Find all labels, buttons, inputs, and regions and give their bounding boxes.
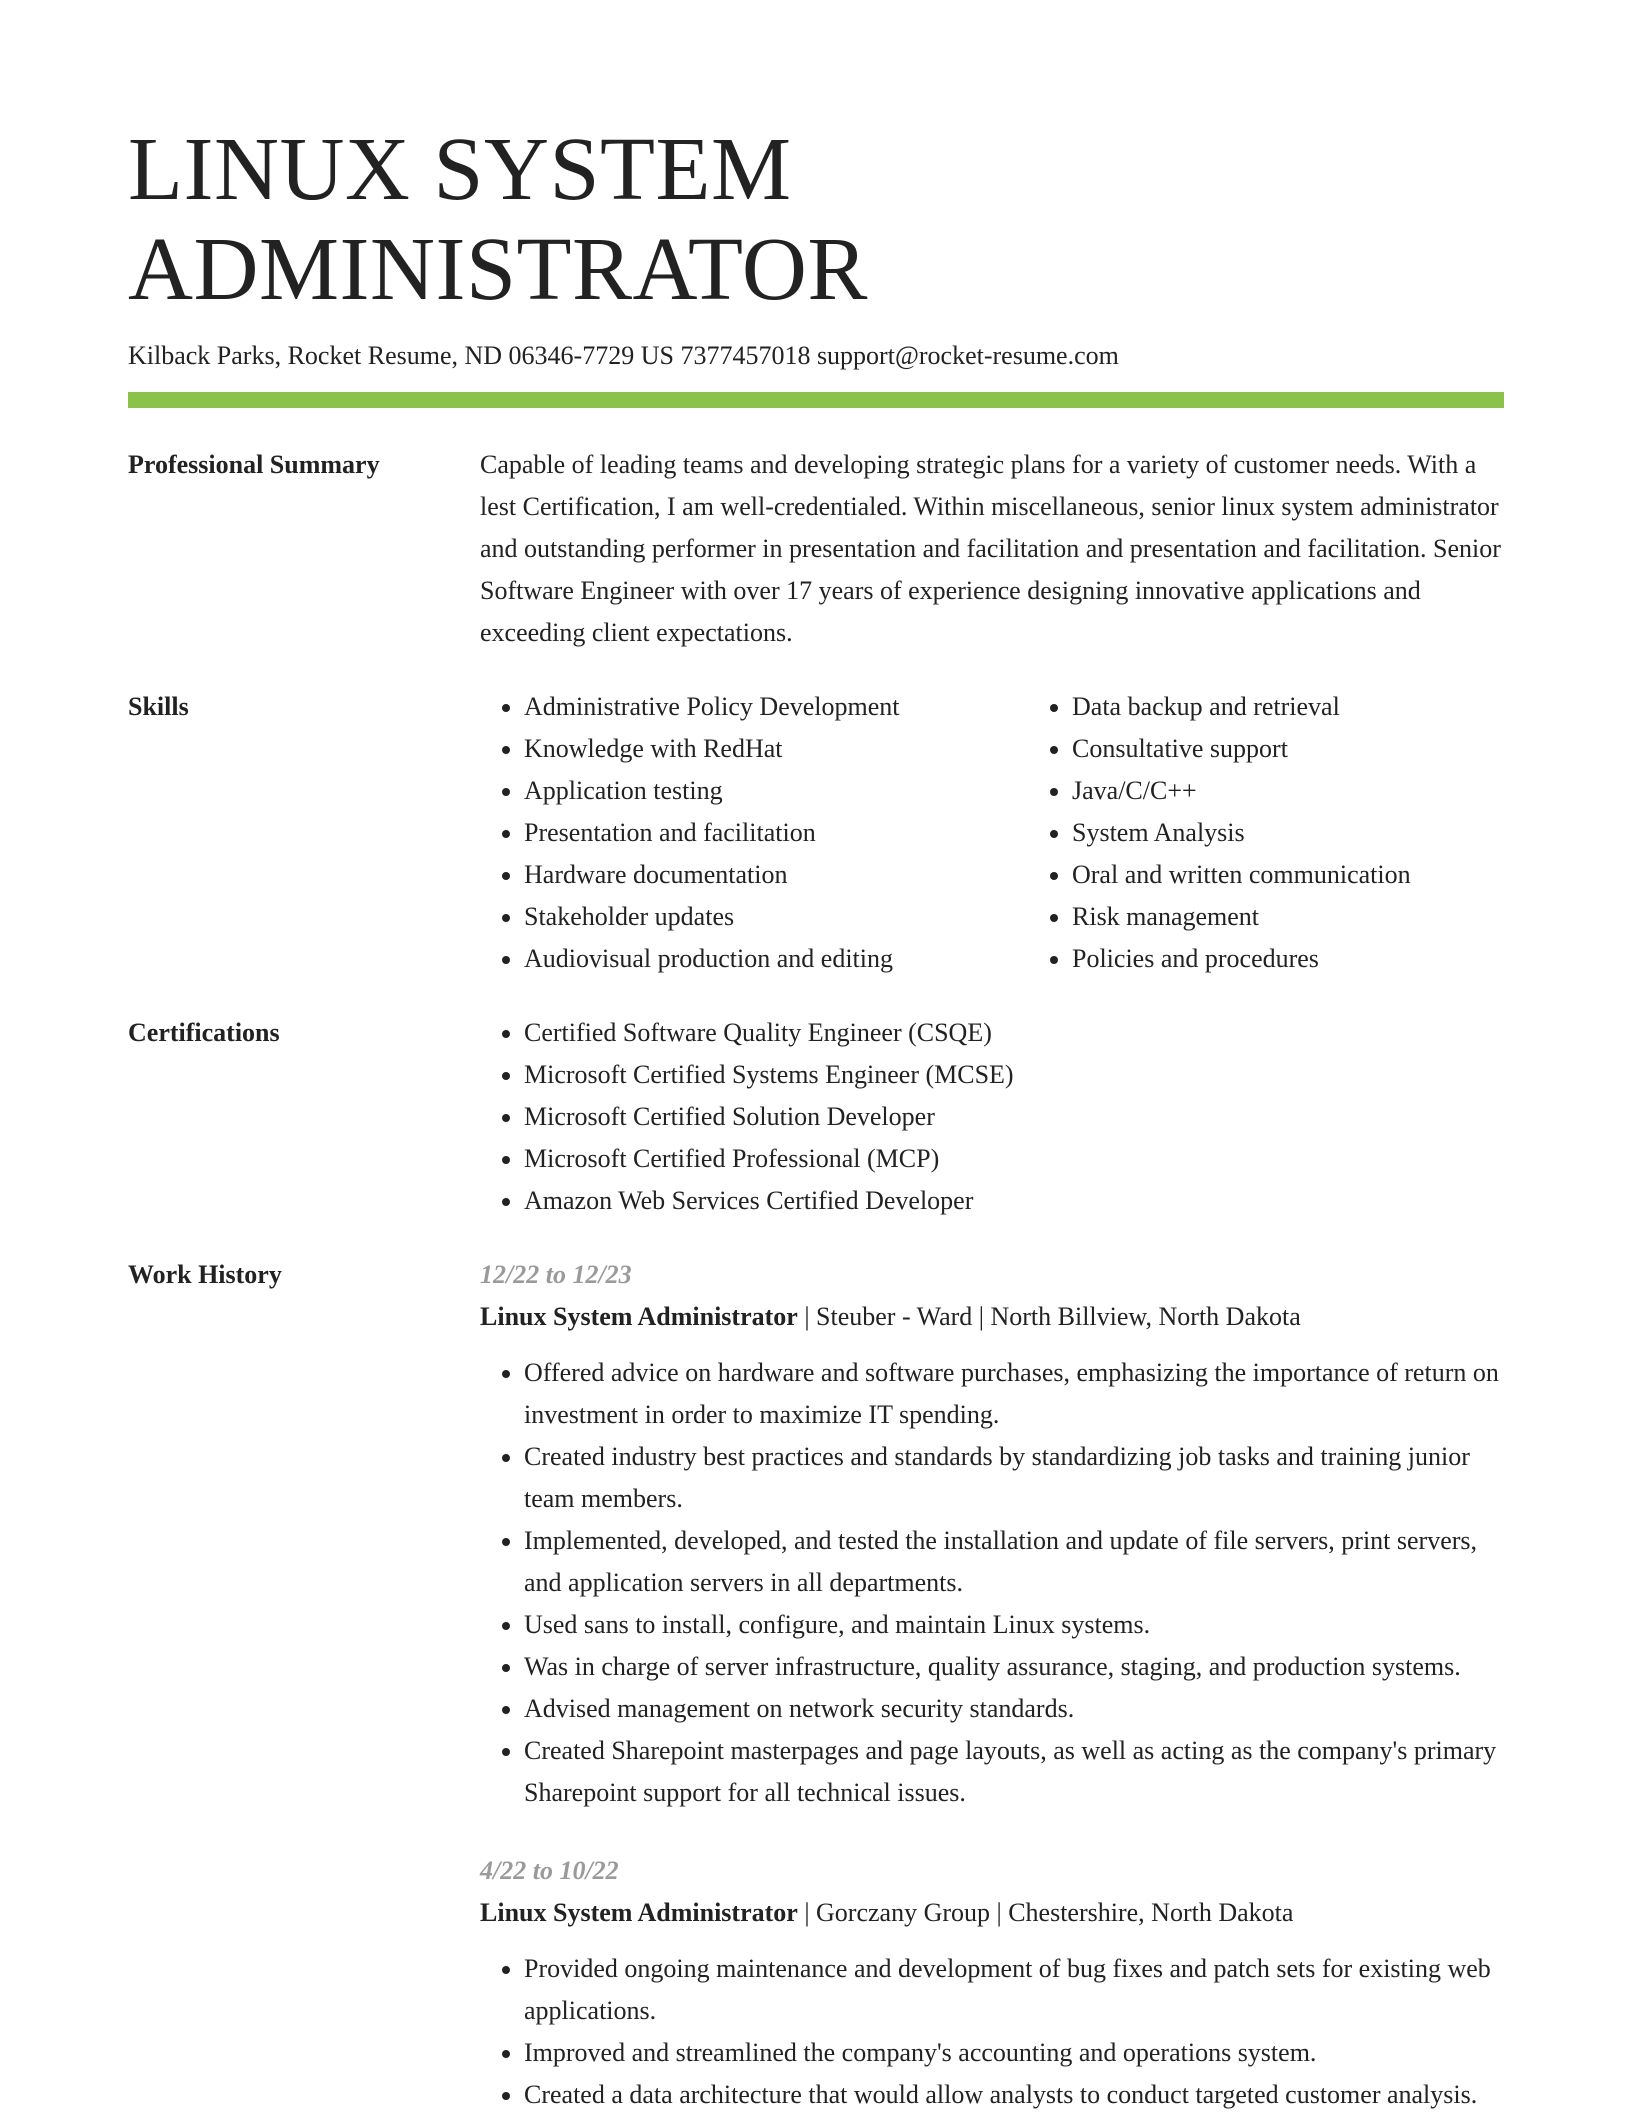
certifications-heading: Certifications: [128, 1018, 280, 1047]
job-details: | Steuber - Ward | North Billview, North Dakota: [797, 1302, 1301, 1331]
job-bullet: • Advised management on network security standards.: [524, 1688, 1504, 1730]
skills-column-2: [1028, 686, 1542, 980]
skill-item: • Audiovisual production and editing: [524, 938, 1028, 980]
job-bullet: • Provided ongoing maintenance and development of bug fixes and patch sets for existing web applications.: [524, 1948, 1504, 2032]
resume-page: [128, 120, 1504, 2116]
job-dates: 12/22 to 12/23: [480, 1260, 632, 1289]
job-bullet: • Was in charge of server infrastructure, quality assurance, staging, and production systems.: [524, 1646, 1504, 1688]
contact-address: Kilback Parks, Rocket Resume, ND 06346-7729 US: [128, 341, 674, 370]
summary-heading: Professional Summary: [128, 450, 380, 479]
certification-item: • Microsoft Certified Professional (MCP): [524, 1138, 1504, 1180]
contact-phone: 7377457018: [680, 341, 811, 370]
job-dates: 4/22 to 10/22: [480, 1856, 619, 1885]
skills-heading: Skills: [128, 692, 189, 721]
skills-list: [480, 686, 1542, 980]
skill-item: • Knowledge with RedHat: [524, 728, 1028, 770]
work-history-body: [480, 1254, 1504, 2116]
skill-item: • Data backup and retrieval: [1072, 686, 1542, 728]
certifications-body: [480, 1012, 1504, 1222]
contact-line: [128, 338, 1504, 374]
skill-item: • Application testing: [524, 770, 1028, 812]
job-bullets: [480, 1948, 1504, 2116]
certification-item: • Microsoft Certified Solution Developer: [524, 1096, 1504, 1138]
skill-item: • Risk management: [1072, 896, 1542, 938]
job-bullet: • Created Sharepoint masterpages and page layouts, as well as acting as the company's primary Sharepoint support for all technical issues.: [524, 1730, 1504, 1814]
job-title: Linux System Administrator: [480, 1302, 798, 1331]
header-divider: [128, 392, 1504, 408]
work-history-heading: Work History: [128, 1260, 282, 1289]
summary-section: [128, 444, 1504, 654]
skill-item: • Oral and written communication: [1072, 854, 1542, 896]
skill-item: • Hardware documentation: [524, 854, 1028, 896]
job-bullets: [480, 1352, 1504, 1814]
job-bullet: • Used sans to install, configure, and maintain Linux systems.: [524, 1604, 1504, 1646]
certifications-section: [128, 1012, 1504, 1222]
job-title: Linux System Administrator: [480, 1898, 798, 1927]
job-bullet: • Offered advice on hardware and software purchases, emphasizing the importance of return on investment in order to maximize IT spending.: [524, 1352, 1504, 1436]
certifications-list: [480, 1012, 1504, 1222]
job-heading: [480, 1296, 1504, 1338]
skill-item: • Policies and procedures: [1072, 938, 1542, 980]
skills-column-1: [480, 686, 1028, 980]
job-entry: [480, 1254, 1504, 1814]
skill-item: • Presentation and facilitation: [524, 812, 1028, 854]
job-bullet: • Improved and streamlined the company's accounting and operations system.: [524, 2032, 1504, 2074]
job-details: | Gorczany Group | Chestershire, North Dakota: [797, 1898, 1294, 1927]
work-history-section: [128, 1254, 1504, 2116]
skill-item: • Stakeholder updates: [524, 896, 1028, 938]
job-bullet: • Implemented, developed, and tested the installation and update of file servers, print servers, and application servers in all departments.: [524, 1520, 1504, 1604]
summary-body: [480, 444, 1504, 654]
certification-item: • Certified Software Quality Engineer (CSQE): [524, 1012, 1504, 1054]
certification-item: • Amazon Web Services Certified Developer: [524, 1180, 1504, 1222]
job-heading: [480, 1892, 1504, 1934]
job-entry: [480, 1850, 1504, 2116]
summary-text: Capable of leading teams and developing strategic plans for a variety of customer needs. With a lest Certification, I am well-credentialed. Within miscellaneous, senior linux system administrator and outstanding performer in presentation and facilitation and presentation and facilitation. Senior Software Engineer with over 17 years of experience designing innovative applications and exceeding client expectations.: [480, 450, 1501, 647]
skill-item: • Java/C/C++: [1072, 770, 1542, 812]
contact-email: support@rocket-resume.com: [816, 341, 1119, 370]
resume-name: LINUX SYSTEM ADMINISTRATOR: [128, 120, 868, 319]
job-bullet: • Created industry best practices and standards by standardizing job tasks and training junior team members.: [524, 1436, 1504, 1520]
certification-item: • Microsoft Certified Systems Engineer (MCSE): [524, 1054, 1504, 1096]
skill-item: • System Analysis: [1072, 812, 1542, 854]
skill-item: • Consultative support: [1072, 728, 1542, 770]
job-bullet: • Created a data architecture that would allow analysts to conduct targeted customer analysis.: [524, 2074, 1504, 2116]
skills-section: [128, 686, 1504, 980]
skill-item: • Administrative Policy Development: [524, 686, 1028, 728]
